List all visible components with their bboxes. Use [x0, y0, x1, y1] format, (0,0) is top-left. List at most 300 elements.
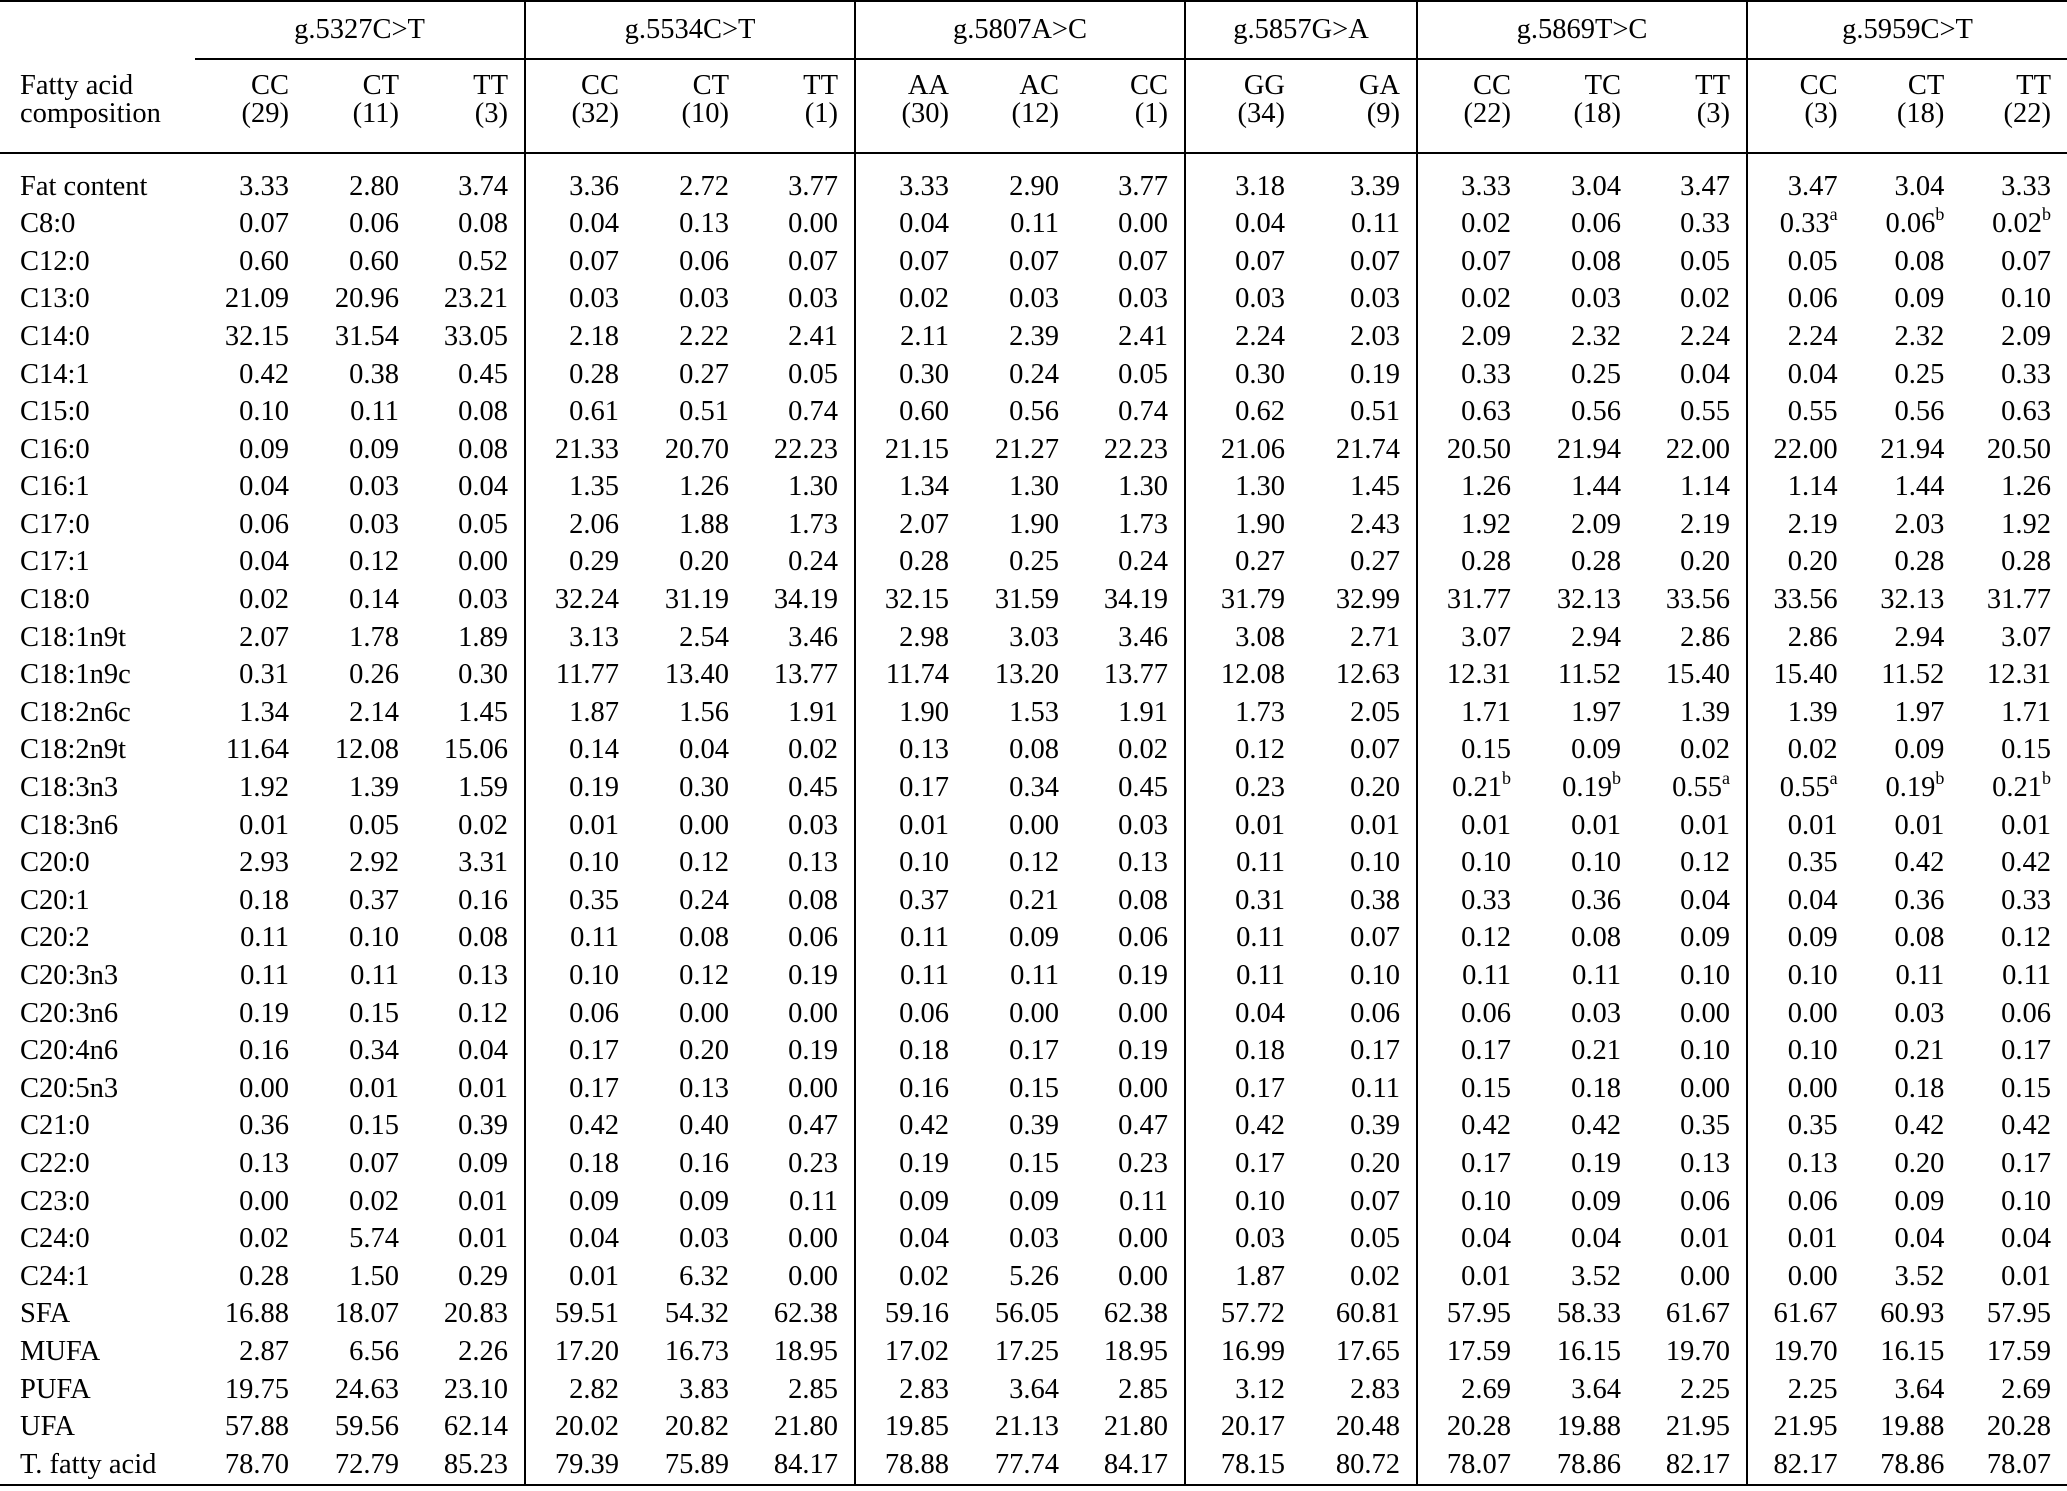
- table-cell: [1075, 582, 1185, 620]
- cell-value: 59.16: [884, 1298, 949, 1330]
- table-cell: [1185, 243, 1301, 281]
- cell-value: 2.41: [1118, 320, 1168, 352]
- cell-value: 0.05: [1350, 1223, 1400, 1255]
- table-cell: [1747, 431, 1854, 469]
- table-row: [0, 1258, 2067, 1296]
- fatty-acid-label: C17:1: [20, 546, 90, 578]
- table-cell: [415, 845, 525, 883]
- table-cell: [1417, 1221, 1527, 1259]
- table-cell: [1747, 318, 1854, 356]
- table-cell: [965, 1296, 1075, 1334]
- table-cell: [1637, 694, 1747, 732]
- cell-value: 3.33: [1461, 170, 1511, 202]
- table-cell: [635, 807, 745, 845]
- fatty-acid-label: C24:1: [20, 1260, 90, 1292]
- cell-value: 62.14: [443, 1411, 508, 1443]
- table-cell: [1185, 1221, 1301, 1259]
- cell-value: 0.08: [1009, 734, 1059, 766]
- cell-value: 2.14: [349, 696, 399, 728]
- table-cell: [1637, 1033, 1747, 1071]
- cell-value: 61.67: [1773, 1298, 1838, 1330]
- cell-value: 1.71: [2001, 696, 2051, 728]
- table-cell: [1527, 657, 1637, 695]
- cell-value: 20.17: [1220, 1411, 1285, 1443]
- table-cell: [965, 732, 1075, 770]
- table-cell: [1417, 243, 1527, 281]
- cell-value: 32.24: [554, 584, 619, 616]
- cell-value: 0.04: [1235, 997, 1285, 1029]
- table-cell: [1417, 356, 1527, 394]
- table-cell: [1527, 767, 1637, 808]
- table-cell: [1637, 1183, 1747, 1221]
- table-cell: [1960, 153, 2067, 206]
- table-cell: [415, 732, 525, 770]
- cell-value: 0.12: [1461, 922, 1511, 954]
- table-cell: [305, 845, 415, 883]
- cell-value: 0.10: [569, 960, 619, 992]
- table-cell: [1637, 544, 1747, 582]
- table-cell: [195, 1296, 305, 1334]
- cell-value: 2.03: [1894, 508, 1945, 540]
- table-cell: [635, 957, 745, 995]
- cell-value: 31.79: [1220, 584, 1285, 616]
- cell-value: 20.02: [554, 1411, 619, 1443]
- cell-value: 12.31: [1446, 659, 1511, 691]
- cell-value: 32.99: [1335, 584, 1400, 616]
- table-cell: [635, 1409, 745, 1447]
- table-cell: [305, 243, 415, 281]
- fatty-acid-label: C16:0: [20, 433, 90, 465]
- cell-value: 1.39: [1680, 696, 1730, 728]
- cell-value: 0.09: [349, 433, 399, 465]
- table-cell: [855, 920, 965, 958]
- significance-letter: b: [1935, 203, 1945, 224]
- cell-value: 0.03: [1350, 283, 1400, 315]
- fatty-acid-label: C20:5n3: [20, 1072, 119, 1104]
- table-cell: [1417, 957, 1527, 995]
- cell-value: 2.94: [1894, 621, 1945, 653]
- table-cell: [1747, 506, 1854, 544]
- table-cell: [1527, 206, 1637, 244]
- table-cell: [1527, 1033, 1637, 1071]
- cell-value: 21.13: [994, 1411, 1059, 1443]
- cell-value: 0.01: [569, 809, 619, 841]
- table-cell: [195, 995, 305, 1033]
- cell-value: 0.20: [1680, 546, 1730, 578]
- table-row: [0, 845, 2067, 883]
- cell-value: 58.33: [1556, 1298, 1621, 1330]
- table-cell: [1747, 394, 1854, 432]
- table-row: [0, 770, 2067, 808]
- table-cell: [195, 1409, 305, 1447]
- fatty-acid-label: C16:1: [20, 471, 90, 503]
- table-cell: [1854, 1446, 1961, 1485]
- table-cell: [855, 1033, 965, 1071]
- table-cell: [1301, 281, 1417, 319]
- table-cell: [635, 1296, 745, 1334]
- cell-value: 1.88: [679, 508, 729, 540]
- cell-value: 0.74: [1118, 396, 1168, 428]
- table-cell: [1637, 1333, 1747, 1371]
- table-cell: [1527, 1258, 1637, 1296]
- cell-value: 18.95: [773, 1335, 838, 1367]
- table-cell: [1637, 1070, 1747, 1108]
- cell-value: 0.02: [1118, 734, 1168, 766]
- cell-value: 3.64: [1009, 1373, 1059, 1405]
- cell-value: 0.10: [1787, 960, 1838, 992]
- table-cell: [195, 469, 305, 507]
- cell-value: 0.01: [458, 1223, 508, 1255]
- cell-value: 0.05: [349, 809, 399, 841]
- cell-value: 0.03: [1571, 283, 1621, 315]
- cell-value: 2.83: [1350, 1373, 1400, 1405]
- table-cell: [305, 356, 415, 394]
- table-cell: [855, 1070, 965, 1108]
- table-cell: [1747, 732, 1854, 770]
- cell-value: 21.95: [1773, 1411, 1838, 1443]
- cell-value: 0.45: [458, 358, 508, 390]
- cell-value: 0.08: [1894, 245, 1945, 277]
- table-cell: [525, 732, 635, 770]
- table-cell: [1527, 318, 1637, 356]
- cell-value: 1.35: [569, 471, 619, 503]
- table-row: [0, 356, 2067, 394]
- cell-value: 0.03: [679, 283, 729, 315]
- cell-value: 2.05: [1350, 696, 1400, 728]
- table-cell: [855, 1221, 965, 1259]
- table-cell: [1637, 206, 1747, 244]
- table-row: [0, 619, 2067, 657]
- table-row: [0, 206, 2067, 244]
- table-cell: [195, 1446, 305, 1485]
- cell-value: 0.11: [1572, 960, 1621, 992]
- cell-value: 3.36: [569, 170, 619, 202]
- cell-value: 0.08: [458, 922, 508, 954]
- genotype-header: GA: [1358, 69, 1400, 101]
- table-cell: [855, 732, 965, 770]
- table-cell: [855, 619, 965, 657]
- table-row: [0, 807, 2067, 845]
- table-cell: [1301, 619, 1417, 657]
- table-cell: [1747, 619, 1854, 657]
- cell-value: 0.30: [1235, 358, 1285, 390]
- table-cell: [525, 920, 635, 958]
- table-row: [0, 318, 2067, 356]
- table-cell: [1960, 920, 2067, 958]
- cell-value: 2.69: [1461, 1373, 1511, 1405]
- table-cell: [305, 394, 415, 432]
- table-cell: [1637, 657, 1747, 695]
- table-cell: [1960, 582, 2067, 620]
- cell-value: 2.19: [1680, 508, 1730, 540]
- cell-value: 0.06: [679, 245, 729, 277]
- table-cell: [525, 845, 635, 883]
- table-cell: [1301, 318, 1417, 356]
- table-cell: [1527, 394, 1637, 432]
- table-cell: [745, 1258, 855, 1296]
- table-cell: [1301, 582, 1417, 620]
- table-cell: [635, 506, 745, 544]
- cell-value: 0.60: [239, 245, 289, 277]
- cell-value: 78.07: [1986, 1448, 2051, 1480]
- table-cell: [855, 356, 965, 394]
- fatty-acid-label: C20:1: [20, 884, 90, 916]
- cell-value: 21.80: [1103, 1411, 1168, 1443]
- table-cell: [1527, 544, 1637, 582]
- cell-value: 0.10: [569, 847, 619, 879]
- cell-value: 78.86: [1880, 1448, 1945, 1480]
- cell-value: 0.01: [1461, 1260, 1511, 1292]
- cell-value: 0.11: [2002, 960, 2051, 992]
- cell-value: 0.02: [349, 1185, 399, 1217]
- sample-count: (18): [1573, 98, 1621, 129]
- cell-value: 0.13: [899, 734, 949, 766]
- table-cell: [195, 882, 305, 920]
- table-cell: [1417, 1333, 1527, 1371]
- table-cell: [855, 845, 965, 883]
- table-cell: [855, 807, 965, 845]
- table-cell: [635, 732, 745, 770]
- table-cell: [1637, 1221, 1747, 1259]
- cell-value: 0.45: [1118, 772, 1168, 804]
- cell-value: 32.15: [884, 584, 949, 616]
- table-cell: [1960, 1183, 2067, 1221]
- cell-value: 0.17: [1235, 1072, 1285, 1104]
- cell-value: 1.14: [1787, 471, 1838, 503]
- cell-value: 59.56: [334, 1411, 399, 1443]
- table-cell: [855, 394, 965, 432]
- fatty-acid-label: C18:1n9t: [20, 621, 127, 653]
- table-cell: [855, 153, 965, 206]
- table-cell: [1075, 356, 1185, 394]
- cell-value: 0.35: [1787, 1110, 1838, 1142]
- table-cell: [855, 469, 965, 507]
- table-cell: [745, 920, 855, 958]
- table-cell: [1854, 845, 1961, 883]
- cell-value: 20.48: [1335, 1411, 1400, 1443]
- cell-value: 0.36: [1571, 884, 1621, 916]
- table-cell: [195, 1333, 305, 1371]
- cell-value: 0.04: [679, 734, 729, 766]
- table-cell: [1854, 1296, 1961, 1334]
- table-cell: [635, 153, 745, 206]
- cell-value: 21.15: [884, 433, 949, 465]
- cell-value: 0.26: [349, 659, 399, 691]
- table-cell: [305, 995, 415, 1033]
- cell-value: 0.13: [788, 847, 838, 879]
- table-cell: [415, 807, 525, 845]
- cell-value: 0.13: [679, 1072, 729, 1104]
- table-row: [0, 1070, 2067, 1108]
- cell-value: 2.90: [1009, 170, 1059, 202]
- table-cell: [1185, 1258, 1301, 1296]
- cell-value: 1.73: [788, 508, 838, 540]
- table-cell: [1301, 770, 1417, 808]
- table-cell: [305, 1296, 415, 1334]
- cell-value: 32.13: [1880, 584, 1945, 616]
- cell-value: 2.07: [239, 621, 289, 653]
- cell-value: 0.15: [2001, 1072, 2051, 1104]
- sample-count: (11): [352, 98, 399, 129]
- fatty-acid-label: C20:0: [20, 847, 90, 879]
- cell-value: 0.11: [570, 922, 619, 954]
- fatty-acid-label: C18:2n9t: [20, 734, 127, 766]
- table-cell: [1527, 153, 1637, 206]
- table-cell: [635, 1108, 745, 1146]
- cell-value: 0.23: [1118, 1147, 1168, 1179]
- cell-value: 78.88: [884, 1448, 949, 1480]
- table-cell: [745, 1446, 855, 1485]
- table-cell: [195, 356, 305, 394]
- table-cell: [1185, 1183, 1301, 1221]
- cell-value: 0.30: [679, 772, 729, 804]
- cell-value: 0.05: [458, 508, 508, 540]
- cell-value: 0.06: [1787, 283, 1838, 315]
- table-cell: [1075, 1033, 1185, 1071]
- table-cell: [1747, 694, 1854, 732]
- table-cell: [745, 582, 855, 620]
- cell-value: 2.54: [679, 621, 729, 653]
- table-cell: [195, 770, 305, 808]
- table-cell: [635, 920, 745, 958]
- table-cell: [1854, 619, 1961, 657]
- table-cell: [965, 1446, 1075, 1485]
- cell-value: 0.23: [788, 1147, 838, 1179]
- table-cell: [525, 1145, 635, 1183]
- cell-value: 1.44: [1894, 471, 1945, 503]
- table-cell: [305, 582, 415, 620]
- table-cell: [1527, 582, 1637, 620]
- table-cell: [1417, 882, 1527, 920]
- cell-value: 0.04: [1894, 1223, 1945, 1255]
- table-cell: [1747, 1446, 1854, 1485]
- cell-value: 0.01: [1571, 809, 1621, 841]
- cell-value: 17.59: [1446, 1335, 1511, 1367]
- sample-count: (34): [1185, 100, 1301, 152]
- cell-value: 0.19: [788, 1035, 838, 1067]
- table-cell: [1747, 995, 1854, 1033]
- table-cell: [1301, 1296, 1417, 1334]
- table-cell: [1527, 1446, 1637, 1485]
- cell-value: 2.85: [1118, 1373, 1168, 1405]
- table-cell: [1301, 882, 1417, 920]
- cell-value: 13.77: [1103, 659, 1168, 691]
- cell-value: 2.83: [899, 1373, 949, 1405]
- table-cell: [415, 431, 525, 469]
- cell-value: 0.13: [1787, 1147, 1838, 1179]
- table-cell: [1185, 1070, 1301, 1108]
- table-cell: [635, 431, 745, 469]
- cell-value: 0.10: [1680, 960, 1730, 992]
- table-cell: [1637, 767, 1747, 808]
- table-cell: [965, 243, 1075, 281]
- table-cell: [1637, 1145, 1747, 1183]
- table-row: [0, 1221, 2067, 1259]
- table-cell: [195, 281, 305, 319]
- cell-value: 0.07: [1350, 1185, 1400, 1217]
- table-cell: [1854, 995, 1961, 1033]
- table-cell: [855, 957, 965, 995]
- cell-value: 72.79: [334, 1448, 399, 1480]
- table-cell: [1637, 920, 1747, 958]
- table-cell: [1960, 1258, 2067, 1296]
- table-cell: [855, 206, 965, 244]
- table-cell: [1301, 431, 1417, 469]
- genotype-header: CC: [1129, 69, 1168, 101]
- cell-value: 22.23: [1103, 433, 1168, 465]
- table-cell: [1417, 153, 1527, 206]
- cell-value: 0.17: [899, 772, 949, 804]
- cell-value: 0.20: [1894, 1147, 1945, 1179]
- table-cell: [635, 845, 745, 883]
- table-cell: [1854, 882, 1961, 920]
- table-cell: [1417, 318, 1527, 356]
- table-cell: [745, 206, 855, 244]
- table-cell: [965, 582, 1075, 620]
- table-cell: [1960, 882, 2067, 920]
- cell-value: 0.21: [1992, 772, 2042, 804]
- table-row: [0, 582, 2067, 620]
- table-cell: [1301, 1333, 1417, 1371]
- cell-value: 0.02: [899, 283, 949, 315]
- cell-value: 1.30: [1235, 471, 1285, 503]
- table-cell: [525, 356, 635, 394]
- table-cell: [415, 1409, 525, 1447]
- table-cell: [1960, 203, 2067, 244]
- cell-value: 2.11: [900, 320, 949, 352]
- cell-value: 13.20: [994, 659, 1059, 691]
- table-row: [0, 1183, 2067, 1221]
- cell-value: 0.45: [788, 772, 838, 804]
- cell-value: 78.15: [1220, 1448, 1285, 1480]
- table-header: [0, 1, 2067, 153]
- table-cell: [305, 1446, 415, 1485]
- fatty-acid-label: MUFA: [20, 1335, 101, 1367]
- table-cell: [525, 1221, 635, 1259]
- cell-value: 21.95: [1665, 1411, 1730, 1443]
- table-cell: [1854, 1033, 1961, 1071]
- sample-count: (3): [1696, 98, 1730, 129]
- cell-value: 0.01: [1680, 1223, 1730, 1255]
- cell-value: 0.37: [899, 884, 949, 916]
- table-cell: [965, 770, 1075, 808]
- cell-value: 0.27: [1235, 546, 1285, 578]
- cell-value: 0.11: [350, 960, 399, 992]
- table-cell: [525, 1409, 635, 1447]
- cell-value: 0.21: [1009, 884, 1059, 916]
- table-cell: [305, 770, 415, 808]
- cell-value: 2.80: [349, 170, 399, 202]
- cell-value: 0.01: [1894, 809, 1945, 841]
- cell-value: 21.94: [1556, 433, 1621, 465]
- table-cell: [1527, 1333, 1637, 1371]
- cell-value: 0.03: [1235, 283, 1285, 315]
- table-row: [0, 920, 2067, 958]
- table-cell: [1960, 1371, 2067, 1409]
- table-row: [0, 657, 2067, 695]
- cell-value: 15.06: [443, 734, 508, 766]
- table-cell: [1747, 1221, 1854, 1259]
- cell-value: 11.77: [555, 659, 619, 691]
- cell-value: 0.17: [1235, 1147, 1285, 1179]
- table-row: [0, 1033, 2067, 1071]
- table-cell: [1301, 1145, 1417, 1183]
- table-cell: [305, 469, 415, 507]
- table-cell: [1301, 920, 1417, 958]
- cell-value: 0.52: [458, 245, 508, 277]
- table-cell: [1960, 1296, 2067, 1334]
- table-cell: [745, 1371, 855, 1409]
